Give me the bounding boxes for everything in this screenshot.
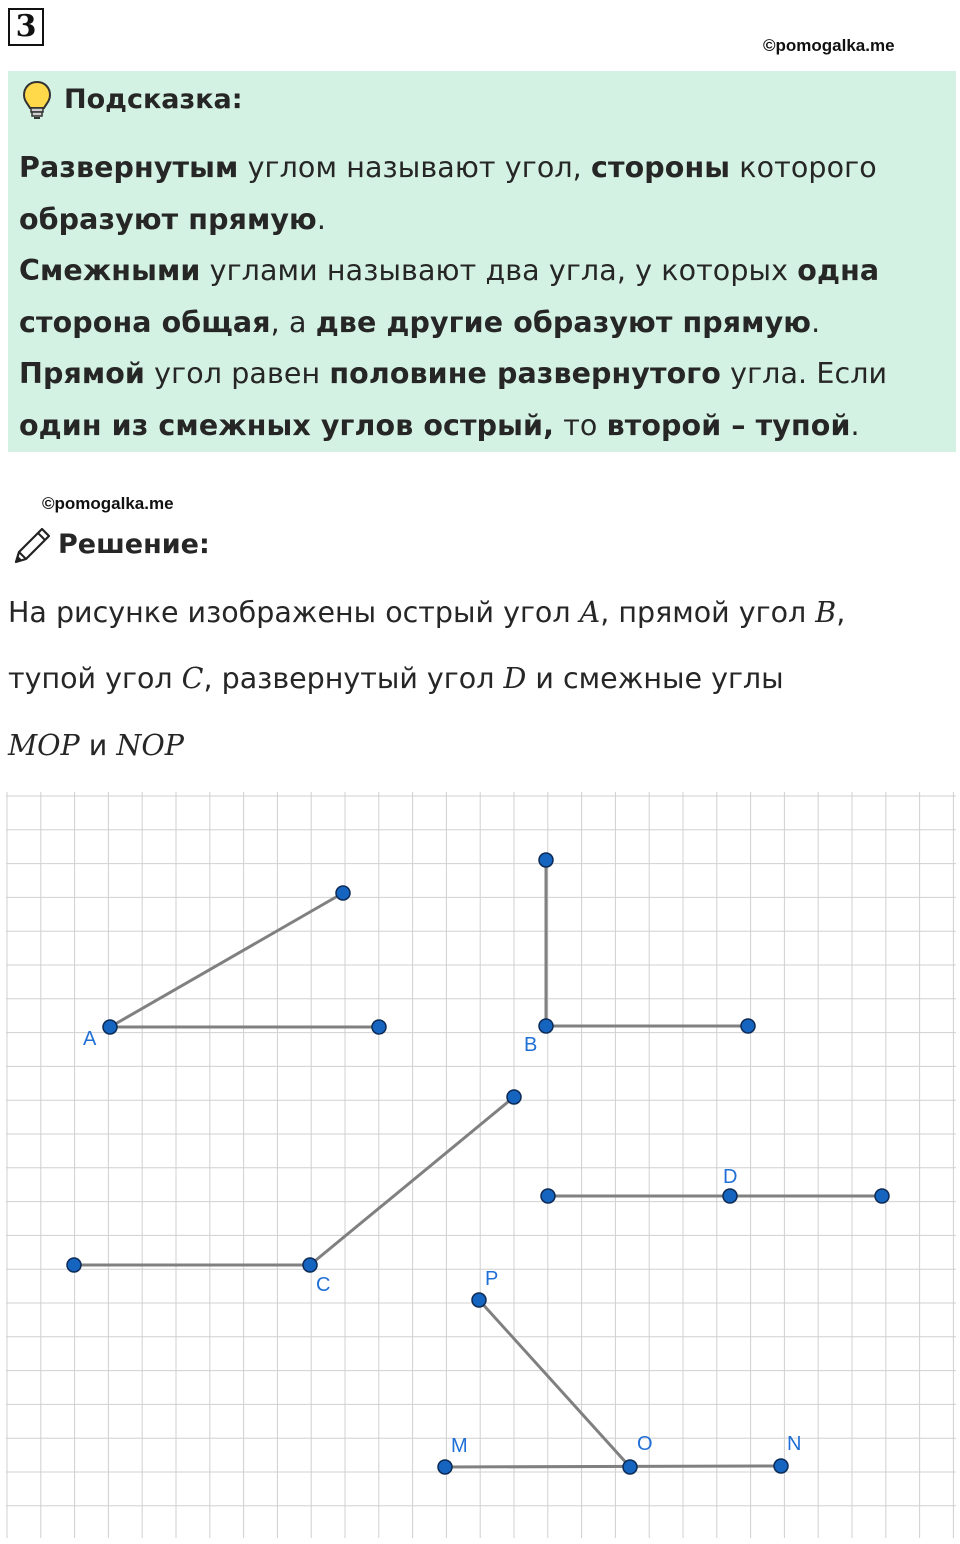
hint-term: образуют прямую: [19, 202, 317, 236]
point-n: [774, 1459, 788, 1473]
point-b-end1: [539, 853, 553, 867]
point-d-end1: [541, 1189, 555, 1203]
solution-text: , развернутый угол: [203, 662, 504, 695]
watermark: ©pomogalka.me: [42, 494, 174, 513]
hint-text-span: углами называют два угла, у которых: [200, 254, 798, 287]
hint-term: одна сторона общая: [19, 254, 880, 339]
solution-line-3: [8, 729, 184, 762]
point-p: [472, 1293, 486, 1307]
hint-text-span: угла. Если: [720, 357, 888, 390]
point-a: [103, 1020, 117, 1034]
label-a: A: [83, 1028, 97, 1050]
point-b: [539, 1019, 553, 1033]
solution-text: и: [79, 729, 117, 762]
task-number: 3: [8, 8, 44, 46]
math-var: D: [503, 662, 527, 695]
hint-term: две другие образуют прямую: [315, 305, 812, 339]
math-var: A: [579, 596, 601, 629]
angles-figure: [0, 790, 960, 1540]
watermark: ©pomogalka.me: [763, 36, 895, 55]
hint-paragraph-1: [19, 142, 939, 245]
hint-paragraph-3: [19, 348, 939, 451]
hint-text-span: углом называют угол,: [238, 151, 591, 184]
hint-text-span: угол равен: [145, 357, 330, 390]
hint-term: Прямой: [19, 357, 145, 390]
hint-text-span: .: [850, 408, 860, 442]
point-d: [723, 1189, 737, 1203]
solution-line-2: [8, 662, 784, 695]
hint-text-span: , а: [270, 305, 316, 339]
math-var: B: [815, 596, 837, 629]
hint-term: один из смежных углов острый,: [19, 408, 555, 442]
hint-text-span: то: [554, 408, 607, 442]
label-b: B: [524, 1034, 538, 1056]
hint-term: стороны: [591, 151, 731, 184]
point-a-end1: [336, 886, 350, 900]
pencil-icon: [10, 524, 54, 568]
hint-text-span: .: [316, 202, 327, 236]
math-var: MOP: [8, 729, 80, 762]
solution-text: ,: [836, 596, 846, 629]
point-a-end2: [372, 1020, 386, 1034]
point-o: [623, 1460, 637, 1474]
solution-text: , прямой угол: [600, 596, 816, 629]
point-c-end1: [67, 1258, 81, 1272]
solution-text: На рисунке изображены острый угол: [8, 596, 580, 629]
point-d-end2: [875, 1189, 889, 1203]
point-c: [303, 1258, 317, 1272]
lightbulb-icon: [22, 80, 52, 120]
hint-text-span: .: [811, 305, 821, 339]
point-c-end2: [507, 1090, 521, 1104]
hint-term: Развернутым: [19, 151, 239, 184]
solution-text: и смежные углы: [526, 662, 784, 695]
label-o: O: [637, 1433, 653, 1455]
hint-title: Подсказка:: [64, 84, 243, 115]
solution-line-1: [8, 596, 845, 629]
math-var: C: [181, 662, 204, 695]
point-m: [438, 1460, 452, 1474]
hint-term: Смежными: [19, 254, 201, 287]
label-m: M: [451, 1435, 468, 1457]
solution-title: Решение:: [58, 529, 210, 560]
label-c: C: [316, 1274, 331, 1296]
segment-mn: [445, 1466, 781, 1467]
hint-text: [19, 142, 939, 451]
hint-paragraph-2: [19, 245, 939, 348]
hint-term: второй – тупой: [606, 408, 851, 442]
label-n: N: [787, 1433, 802, 1455]
solution-text: тупой угол: [8, 662, 182, 695]
label-p: P: [485, 1268, 499, 1290]
hint-text-span: которого: [730, 151, 877, 184]
label-d: D: [723, 1166, 738, 1188]
hint-term: половине развернутого: [329, 357, 721, 390]
point-b-end2: [741, 1019, 755, 1033]
math-var: NOP: [116, 729, 184, 762]
